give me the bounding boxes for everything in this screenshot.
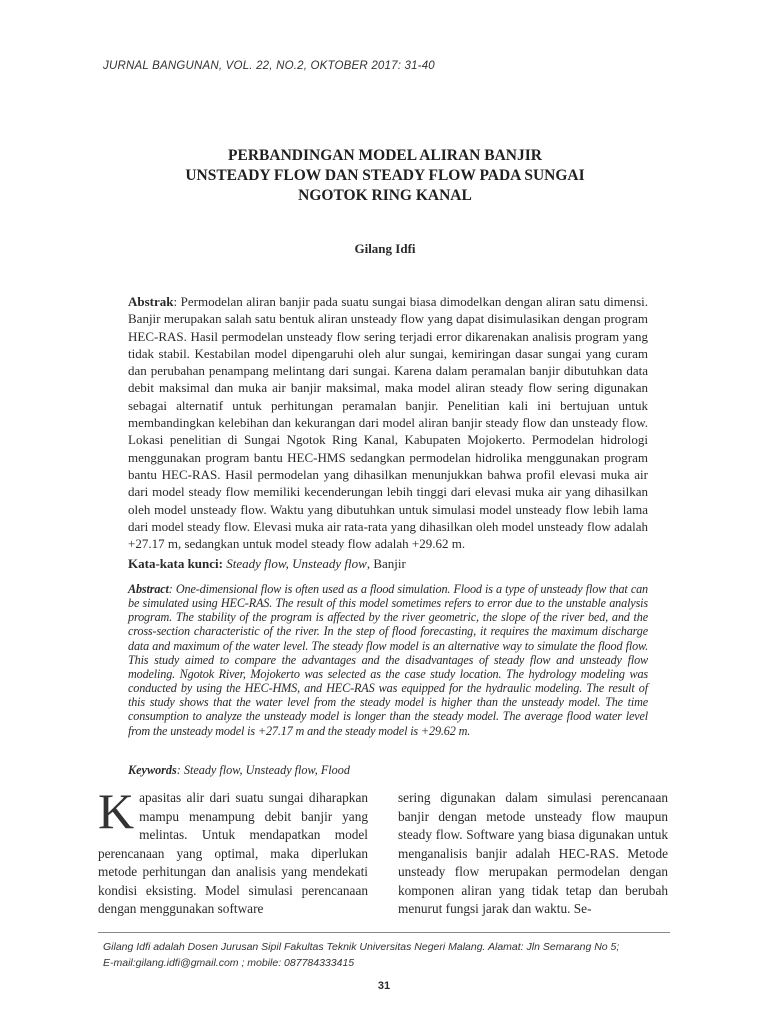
page-number: 31: [377, 980, 391, 992]
kata-kunci-last: , Banjir: [366, 556, 406, 571]
abstrak-paragraph: [128, 293, 648, 552]
author-name: Gilang Idfi: [354, 241, 416, 256]
journal-header: JURNAL BANGUNAN, VOL. 22, NO.2, OKTOBER 2017: 31-40: [103, 60, 435, 72]
body-right-column: sering digunakan dalam simulasi perencanaan banjir dengan metode unsteady flow maupun steady flow. Software yang biasa digunakan untuk menganalisis banjir adalah HEC-RAS. Metode unsteady flow merupakan permodelan dengan komponen aliran yang tidak tetap dan berubah menurut fungsi jarak dan waktu. Se-: [398, 790, 668, 916]
abstrak-label: Abstrak: [128, 294, 174, 309]
author-footnote: [103, 939, 673, 971]
kata-kunci-terms: Steady flow, Unsteady flow: [226, 556, 367, 571]
footnote-divider: [98, 932, 670, 933]
body-left-text: apasitas alir dari suatu sungai diharapkan mampu menampung debit banjir yang melintas. Untuk mendapatkan model perencanaan yang optimal, maka diperlukan metode perhitungan dan analisis yang mendekati kondisi eksisting. Model simulasi perencanaan dengan menggunakan software: [98, 790, 368, 916]
paper-title: [100, 146, 670, 206]
footnote-line-1: Gilang Idfi adalah Dosen Jurusan Sipil Fakultas Teknik Universitas Negeri Malang. Alamat: Jln Semarang No 5;: [103, 941, 620, 953]
title-line-2: UNSTEADY FLOW DAN STEADY FLOW PADA SUNGAI: [185, 167, 585, 184]
keywords-english: [128, 762, 648, 778]
abstract-english: [128, 582, 648, 738]
abstract-label: Abstract: [128, 582, 169, 596]
abstract-text: : One-dimensional flow is often used as a flood simulation. Flood is a type of unsteady flow that can be simulated using HEC-RAS. The result of this model sometimes refers to error due to the unstable analysis program. The stability of the program is affected by the river geometric, the slope of the river bed, and the cross-section characteristic of the river. In the step of flood forecasting, it requires the maximum discharge data and maximum of the water level. The steady flow model is an alternative way to simulate the flood flow. This study aimed to compare the advantages and the disadvantages of steady flow and unsteady flow modeling. Ngotok River, Mojokerto was selected as the case study location. The hydrology modeling was conducted by using the HEC-HMS, and HEC-RAS was equipped for the hydraulic modeling. The result of this study shows that the water level from the steady model is higher than the unsteady model. The time consumption to analyze the unsteady model is longer than the steady model. The average flood water level from the unsteady model is +27.17 m and the steady model is +29.62 m.: [128, 582, 648, 738]
kata-kunci-label: Kata-kata kunci:: [128, 556, 223, 571]
footnote-line-2: E-mail:gilang.idfi@gmail.com ; mobile: 087784333415: [103, 957, 355, 969]
title-line-3: NGOTOK RING KANAL: [298, 187, 472, 204]
abstrak-text: : Permodelan aliran banjir pada suatu sungai biasa dimodelkan dengan aliran satu dimensi. Banjir merupakan salah satu bentuk aliran unsteady flow yang dapat disimulasikan dengan program HEC-RAS. Hasil permodelan unsteady flow sering terjadi error dikarenakan analisis program yang tidak stabil. Kestabilan model dipengaruhi oleh alur sungai, kemiringan dasar sungai yang curam dan perubahan penampang melintang dari sungai. Karena dalam peramalan banjir dibutuhkan data debit maksimal dan muka air banjir maksimal, maka model aliran steady flow sering digunakan sebagai alternatif untuk perhitungan peramalan banjir. Penelitian kali ini bertujuan untuk membandingkan kelebihan dan kekurangan dari model aliran banjir steady flow dan unsteady flow. Lokasi penelitian di Sungai Ngotok Ring Kanal, Kabupaten Mojokerto. Permodelan hidrologi menggunakan program bantu HEC-HMS sedangkan permodelan hidrolika menggunakan program bantu HEC-RAS. Hasil permodelan yang dihasilkan menunjukkan bahwa profil elevasi muka air dari model steady flow memiliki kecenderungan lebih tinggi dari elevasi muka air yang dihasilkan oleh model unsteady flow. Waktu yang dibutuhkan untuk simulasi model unsteady flow lebih lama dari model steady flow. Elevasi muka air rata-rata yang dihasilkan oleh model unsteady flow adalah +27.17 m, sedangkan untuk model steady flow adalah +29.62 m.: [128, 294, 648, 552]
title-line-1: PERBANDINGAN MODEL ALIRAN BANJIR: [228, 147, 542, 164]
keywords-label: Keywords: [128, 763, 177, 777]
drop-cap: K: [98, 783, 135, 839]
kata-kunci: [128, 555, 648, 572]
keywords-text: : Steady flow, Unsteady flow, Flood: [176, 763, 350, 777]
body-left-column: [98, 783, 368, 919]
